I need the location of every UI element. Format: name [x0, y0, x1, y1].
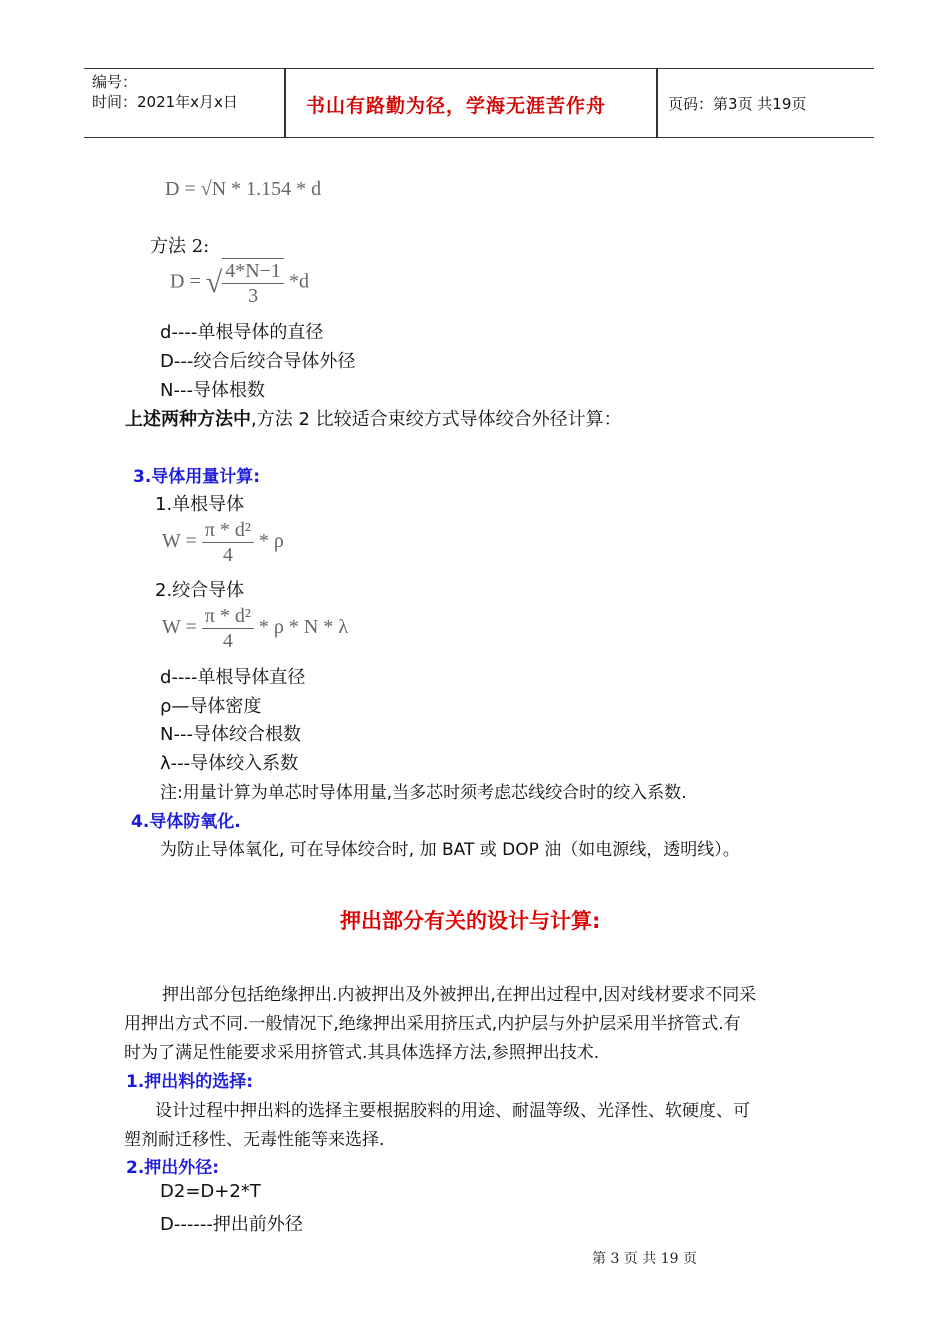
- summary-suffix: ,方法 2 比较适合束绞方式导体绞合外径计算：: [251, 409, 622, 430]
- formula-w2: [162, 604, 348, 653]
- section3-item1: 1.单根导体: [155, 494, 245, 515]
- summary-line: [125, 405, 622, 431]
- formula-lhs: W =: [162, 530, 197, 553]
- formula-method1: D = √N * 1.154 * d: [165, 178, 322, 200]
- formula-w1: [162, 518, 284, 567]
- extrusion-h1-line: 塑剂耐迁移性、无毒性能等来选择.: [124, 1130, 385, 1150]
- fraction-numerator: π * d²: [202, 518, 254, 543]
- fraction: [202, 518, 254, 567]
- formula-rhs: * ρ: [258, 530, 284, 553]
- section4-text: 为防止导体氧化, 可在导体绞合时, 加 BAT 或 DOP 油（如电源线，透明线）。: [160, 840, 740, 860]
- fraction-denominator: 4: [222, 544, 233, 566]
- fraction-denominator: 4: [222, 630, 233, 652]
- definition-N: N---导体根数: [160, 380, 265, 401]
- definition-lambda: λ---导体绞入系数: [160, 753, 299, 774]
- formula-rhs: *d: [288, 270, 309, 293]
- page-footer: 第 3 页 共 19 页: [592, 1251, 697, 1267]
- header-motto: 书山有路勤为径，学海无涯苦作舟: [306, 95, 607, 117]
- formula-lhs: W =: [162, 616, 197, 639]
- definition-d: d----单根导体直径: [160, 667, 306, 688]
- summary-prefix: 上述两种方法中: [125, 409, 251, 430]
- definition-rho: ρ—导体密度: [160, 696, 262, 717]
- extrusion-para-line: 用押出方式不同.一般情况下,绝缘押出采用挤压式,内护层与外护层采用半挤管式.有: [124, 1014, 741, 1034]
- header-page-info: 页码：第3页 共19页: [668, 95, 807, 113]
- sqrt-symbol: √: [205, 266, 223, 299]
- section3-note: 注:用量计算为单芯时导体用量,当多芯时须考虑芯线绞合时的绞入系数.: [160, 783, 687, 803]
- extrusion-h2: 2.押出外径:: [126, 1158, 220, 1178]
- extrusion-para-line: 时为了满足性能要求采用挤管式.其具体选择方法,参照押出技术.: [124, 1043, 600, 1063]
- definition-d: d----单根导体的直径: [160, 322, 324, 343]
- method2-label: 方法 2:: [150, 236, 210, 257]
- extrusion-title: 押出部分有关的设计与计算:: [340, 909, 601, 933]
- formula-method2: [170, 258, 309, 308]
- definition-D: D---绞合后绞合导体外径: [160, 351, 356, 372]
- fraction: [222, 258, 284, 308]
- header-divider: [656, 69, 658, 137]
- extrusion-formula: D2=D+2*T: [160, 1181, 261, 1202]
- extrusion-para-line: 押出部分包括绝缘押出.内被押出及外被押出,在押出过程中,因对线材要求不同采: [162, 985, 757, 1005]
- section3-heading: 3.导体用量计算:: [133, 467, 261, 487]
- section4-heading: 4.导体防氧化.: [131, 812, 241, 832]
- section3-item2: 2.绞合导体: [155, 580, 245, 601]
- fraction-numerator: π * d²: [202, 604, 254, 629]
- extrusion-definition: D------押出前外径: [160, 1214, 303, 1235]
- extrusion-h1: 1.押出料的选择:: [126, 1072, 254, 1092]
- fraction-denominator: 3: [248, 285, 259, 307]
- fraction-numerator: 4*N−1: [222, 259, 284, 284]
- header-divider: [284, 69, 286, 137]
- definition-N: N---导体绞合根数: [160, 724, 301, 745]
- formula-rhs: * ρ * N * λ: [258, 616, 349, 639]
- page-header: [84, 68, 874, 138]
- extrusion-h1-line: 设计过程中押出料的选择主要根据胶料的用途、耐温等级、光泽性、软硬度、可: [155, 1101, 750, 1121]
- formula-lhs: D =: [170, 270, 201, 293]
- header-time: 时间：2021年x月x日: [92, 93, 238, 111]
- fraction: [202, 604, 254, 653]
- header-number: 编号：: [92, 73, 138, 91]
